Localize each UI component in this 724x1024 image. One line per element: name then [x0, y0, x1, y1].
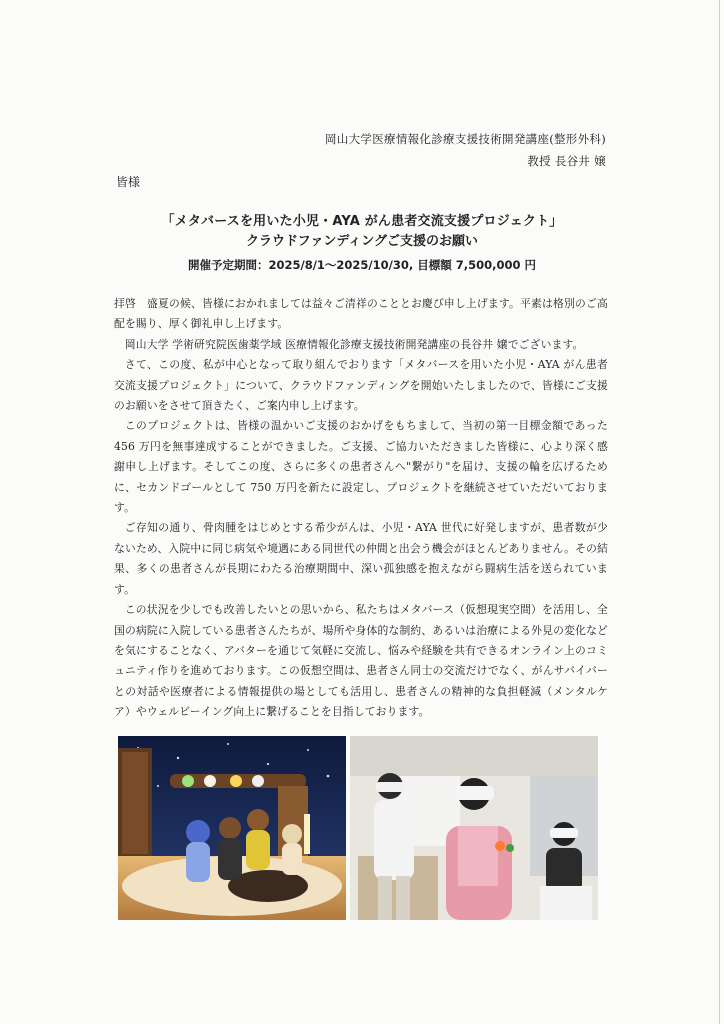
- salutation: 皆様: [116, 175, 141, 189]
- affiliation-text: 岡山大学医療情報化診療支援技術開発講座(整形外科): [325, 132, 606, 146]
- scan-edge-line: [719, 0, 720, 1024]
- request-title: クラウドファンディングご支援のお願い: [245, 234, 479, 249]
- title-block: [110, 212, 614, 274]
- paragraph-background: ご存知の通り、骨肉腫をはじめとする希少がんは、小児・AYA 世代に好発しますが、患者数が少ないため、入院中に同じ病気や境遇にある同世代の仲間と出会う機会がほとんどありません。その結果、多くの患者さんが長期にわたる治療期間中、深い孤独感を抱えながら闘病生活を送られています。: [114, 521, 608, 596]
- paragraph-progress: このプロジェクトは、皆様の温かいご支援のおかげをもちまして、当初の第一目標金額であった 456 万円を無事達成することができました。ご支援、ご協力いただきました皆様に、心より深く感謝申し上げます。そしてこの度、さらに多くの患者さんへ"繋がり"を届け、支援の輪を広げるために、セカンドゴールとして 750 万円を新たに設定し、プロジェクトを継続させていただいております。: [114, 419, 608, 515]
- paragraph-greeting: 拝啓 盛夏の候、皆様におかれましては益々ご清祥のこととお慶び申し上げます。平素は格別のご高配を賜り、厚く御礼申し上げます。: [114, 297, 608, 331]
- author-text: 教授 長谷井 嬢: [527, 154, 606, 168]
- paragraph-introduction: 岡山大学 学術研究院医歯薬学域 医療情報化診療支援技術開発講座の長谷井 嬢でございます。: [124, 337, 584, 351]
- photo-row: [118, 736, 598, 920]
- metaverse-screenshot-photo: [118, 736, 346, 920]
- period-and-goal: 開催予定期間：2025/8/1〜2025/10/30, 目標額 7,500,000 円: [188, 258, 536, 272]
- paragraph-announcement: さて、この度、私が中心となって取り組んでおります「メタバースを用いた小児・AYA がん患者交流支援プロジェクト」について、クラウドファンディングを開始いたしましたので、皆様にご支援のお願いをさせて頂きたく、ご案内申し上げます。: [114, 358, 608, 413]
- letter-body: [114, 294, 608, 723]
- patients-with-vr-headsets-illustration: [350, 736, 598, 920]
- metaverse-scene-illustration: [118, 736, 346, 920]
- project-title: 「メタバースを用いた小児・AYA がん患者交流支援プロジェクト」: [161, 214, 563, 229]
- hospital-vr-photo: [350, 736, 598, 920]
- sender-block: [325, 128, 606, 172]
- paragraph-purpose: この状況を少しでも改善したいとの思いから、私たちはメタバース（仮想現実空間）を活用し、全国の病院に入院している患者さんたちが、場所や身体的な制約、あるいは治療による外見の変化などを気にすることなく、アバターを通じて気軽に交流し、悩みや経験を共有できるオンライン上のコミュニティ作りを進めております。この仮想空間は、患者さん同士の交流だけでなく、がんサバイバーとの対話や医療者による情報提供の場としても活用し、患者さんの精神的な負担軽減（メンタルケア）やウェルビーイング向上に繋げることを目指しております。: [114, 603, 608, 719]
